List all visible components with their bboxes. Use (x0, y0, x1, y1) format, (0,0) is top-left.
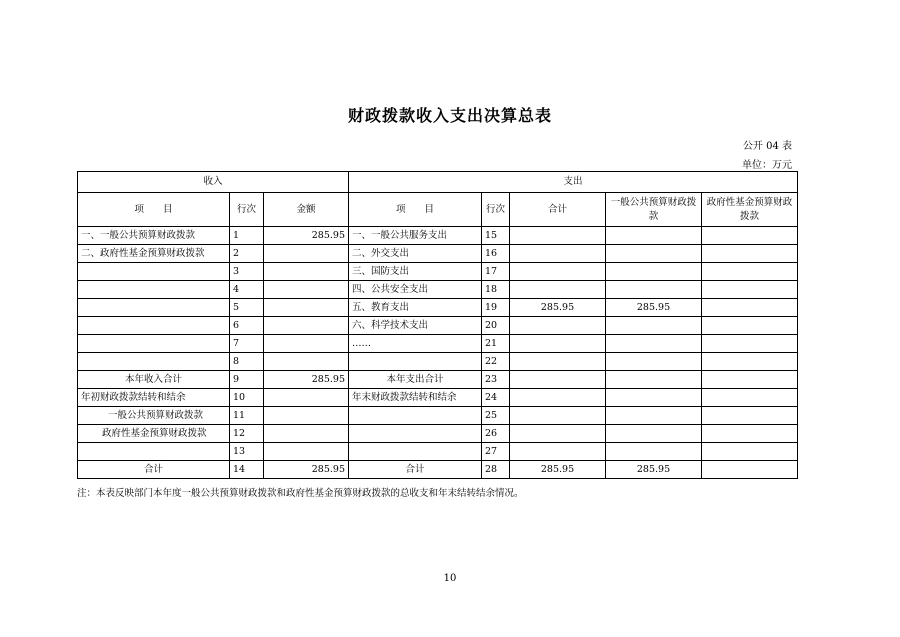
expense-general-budget-cell: 285.95 (606, 299, 702, 317)
expense-general-budget-cell (606, 227, 702, 245)
expense-line-no-cell: 17 (482, 263, 510, 281)
expense-line-no-cell: 22 (482, 353, 510, 371)
expense-fund-budget-cell (702, 407, 798, 425)
expense-general-budget-cell (606, 443, 702, 461)
expense-item-cell: 本年支出合计 (349, 371, 482, 389)
expense-total-cell (510, 281, 606, 299)
expense-total-cell (510, 353, 606, 371)
income-line-no-cell: 14 (230, 461, 264, 479)
income-line-no-cell: 5 (230, 299, 264, 317)
income-line-no-header: 行次 (230, 193, 264, 227)
expense-fund-budget-cell (702, 335, 798, 353)
table-row (78, 299, 798, 317)
expense-total-cell (510, 245, 606, 263)
expense-general-budget-cell (606, 407, 702, 425)
expense-line-no-cell: 28 (482, 461, 510, 479)
income-line-no-cell: 7 (230, 335, 264, 353)
expense-line-no-cell: 26 (482, 425, 510, 443)
form-code: 公开 04 表 (742, 141, 792, 152)
expense-total-cell (510, 263, 606, 281)
income-amount-header: 金额 (264, 193, 349, 227)
expense-line-no-cell: 15 (482, 227, 510, 245)
expense-general-budget-cell (606, 245, 702, 263)
document-title: 财政拨款收入支出决算总表 (347, 106, 552, 125)
expense-fund-budget-header: 政府性基金预算财政拨款 (702, 193, 798, 227)
income-amount-cell (264, 335, 349, 353)
expense-total-cell (510, 335, 606, 353)
income-amount-cell (264, 263, 349, 281)
income-line-no-cell: 3 (230, 263, 264, 281)
income-line-no-cell: 10 (230, 389, 264, 407)
expense-fund-budget-cell (702, 461, 798, 479)
income-line-no-cell: 13 (230, 443, 264, 461)
income-item-cell (78, 443, 230, 461)
budget-summary-table (77, 171, 798, 479)
expense-item-cell: 三、国防支出 (349, 263, 482, 281)
table-row (78, 407, 798, 425)
table-row (78, 263, 798, 281)
expense-item-header: 项 目 (349, 193, 482, 227)
expense-line-no-cell: 21 (482, 335, 510, 353)
income-item-cell: 一、一般公共预算财政拨款 (78, 227, 230, 245)
expense-general-budget-cell (606, 317, 702, 335)
expense-item-cell: 二、外交支出 (349, 245, 482, 263)
income-item-cell: 合计 (78, 461, 230, 479)
expense-line-no-cell: 25 (482, 407, 510, 425)
expense-line-no-cell: 23 (482, 371, 510, 389)
income-amount-cell (264, 281, 349, 299)
table-row (78, 371, 798, 389)
income-item-cell: 一般公共预算财政拨款 (78, 407, 230, 425)
income-line-no-cell: 9 (230, 371, 264, 389)
income-item-cell: 二、政府性基金预算财政拨款 (78, 245, 230, 263)
expense-general-budget-cell (606, 425, 702, 443)
expense-total-cell (510, 443, 606, 461)
expense-total-cell: 285.95 (510, 299, 606, 317)
expense-item-cell: 年末财政拨款结转和结余 (349, 389, 482, 407)
unit-label: 单位：万元 (742, 160, 792, 171)
expense-item-cell: …… (349, 335, 482, 353)
income-amount-cell (264, 353, 349, 371)
income-item-cell (78, 281, 230, 299)
income-item-cell: 本年收入合计 (78, 371, 230, 389)
expense-general-budget-cell (606, 335, 702, 353)
expense-fund-budget-cell (702, 353, 798, 371)
expense-total-cell (510, 317, 606, 335)
table-row (78, 245, 798, 263)
expense-total-cell (510, 425, 606, 443)
table-row (78, 281, 798, 299)
expense-total-cell: 285.95 (510, 461, 606, 479)
expense-general-budget-cell (606, 353, 702, 371)
table-row (78, 443, 798, 461)
expense-general-budget-header: 一般公共预算财政拨款 (606, 193, 702, 227)
income-line-no-cell: 1 (230, 227, 264, 245)
expense-general-budget-cell (606, 371, 702, 389)
expense-line-no-cell: 16 (482, 245, 510, 263)
income-item-header: 项 目 (78, 193, 230, 227)
expense-item-cell (349, 353, 482, 371)
income-item-cell (78, 299, 230, 317)
expense-item-cell: 一、一般公共服务支出 (349, 227, 482, 245)
expense-fund-budget-cell (702, 443, 798, 461)
income-line-no-cell: 4 (230, 281, 264, 299)
income-amount-cell: 285.95 (264, 461, 349, 479)
table-row (78, 335, 798, 353)
expense-fund-budget-cell (702, 263, 798, 281)
table-row (78, 389, 798, 407)
income-item-cell (78, 335, 230, 353)
expense-fund-budget-cell (702, 317, 798, 335)
expense-item-cell: 四、公共安全支出 (349, 281, 482, 299)
income-item-cell: 年初财政拨款结转和结余 (78, 389, 230, 407)
expense-line-no-cell: 19 (482, 299, 510, 317)
income-amount-cell: 285.95 (264, 371, 349, 389)
table-header-row-1 (78, 172, 798, 193)
income-amount-cell (264, 299, 349, 317)
income-amount-cell (264, 425, 349, 443)
income-line-no-cell: 2 (230, 245, 264, 263)
income-item-cell (78, 353, 230, 371)
expense-general-budget-cell (606, 263, 702, 281)
expense-fund-budget-cell (702, 389, 798, 407)
expense-item-cell: 五、教育支出 (349, 299, 482, 317)
income-amount-cell (264, 389, 349, 407)
expense-fund-budget-cell (702, 281, 798, 299)
expense-header: 支出 (349, 172, 798, 193)
expense-fund-budget-cell (702, 299, 798, 317)
income-amount-cell (264, 443, 349, 461)
table-row (78, 461, 798, 479)
expense-item-cell (349, 407, 482, 425)
table-row (78, 317, 798, 335)
income-amount-cell: 285.95 (264, 227, 349, 245)
expense-line-no-cell: 27 (482, 443, 510, 461)
income-header: 收入 (78, 172, 349, 193)
expense-general-budget-cell: 285.95 (606, 461, 702, 479)
table-header-row-2 (78, 193, 798, 227)
expense-total-cell (510, 389, 606, 407)
expense-item-cell (349, 443, 482, 461)
expense-item-cell: 合计 (349, 461, 482, 479)
income-amount-cell (264, 407, 349, 425)
expense-line-no-cell: 18 (482, 281, 510, 299)
income-item-cell (78, 317, 230, 335)
table-row (78, 227, 798, 245)
income-item-cell (78, 263, 230, 281)
income-line-no-cell: 6 (230, 317, 264, 335)
income-line-no-cell: 11 (230, 407, 264, 425)
expense-general-budget-cell (606, 281, 702, 299)
expense-general-budget-cell (606, 389, 702, 407)
expense-total-cell (510, 371, 606, 389)
expense-line-no-cell: 20 (482, 317, 510, 335)
table-row (78, 353, 798, 371)
expense-item-cell (349, 425, 482, 443)
expense-total-header: 合计 (510, 193, 606, 227)
income-amount-cell (264, 245, 349, 263)
table-row (78, 425, 798, 443)
table-note: 注：本表反映部门本年度一般公共预算财政拨款和政府性基金预算财政拨款的总收支和年末结转结余情况。 (77, 488, 524, 499)
income-amount-cell (264, 317, 349, 335)
income-line-no-cell: 12 (230, 425, 264, 443)
expense-fund-budget-cell (702, 245, 798, 263)
expense-line-no-header: 行次 (482, 193, 510, 227)
expense-fund-budget-cell (702, 425, 798, 443)
income-item-cell: 政府性基金预算财政拨款 (78, 425, 230, 443)
expense-fund-budget-cell (702, 371, 798, 389)
expense-line-no-cell: 24 (482, 389, 510, 407)
income-line-no-cell: 8 (230, 353, 264, 371)
expense-fund-budget-cell (702, 227, 798, 245)
page-number: 10 (443, 573, 457, 584)
expense-total-cell (510, 407, 606, 425)
expense-item-cell: 六、科学技术支出 (349, 317, 482, 335)
expense-total-cell (510, 227, 606, 245)
